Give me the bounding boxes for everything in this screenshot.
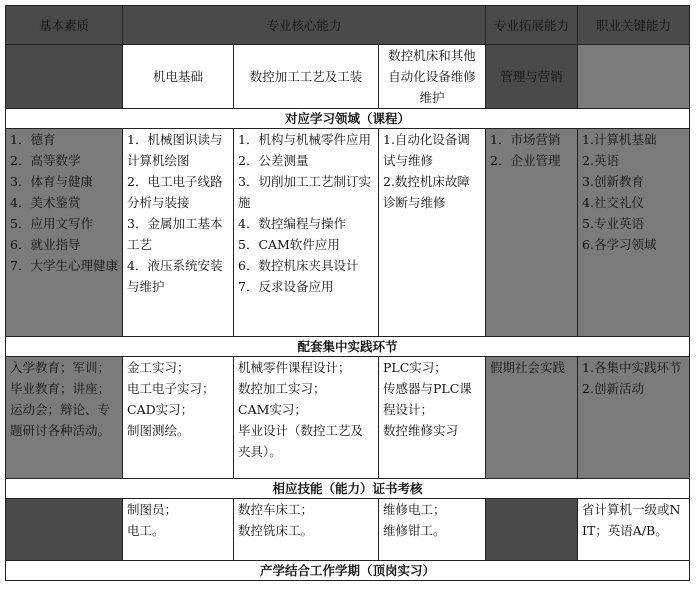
list-item: 电工电子实习； <box>127 381 215 396</box>
section-cert-row <box>6 479 690 499</box>
header-row <box>6 6 690 45</box>
list-item: 2．电工电子线路分析与装接 <box>127 174 223 210</box>
list-item: 维修钳工。 <box>383 523 446 538</box>
list-item: 金工实习； <box>127 360 190 375</box>
sub-header-row <box>6 45 690 109</box>
section-work-row <box>6 561 690 581</box>
practice-key <box>578 357 690 479</box>
list-item: 2.创新活动 <box>582 381 644 396</box>
cert-key-text: 省计算机一级或NIT；英语A/B。 <box>582 502 681 538</box>
sub-header-basic-empty <box>6 45 123 109</box>
list-item: PLC实习； <box>383 360 447 375</box>
list-item: 毕业设计（数控工艺及夹具）。 <box>238 423 364 459</box>
list-item: 数控维修实习 <box>383 423 459 438</box>
list-item: 6．就业指导 <box>10 237 81 252</box>
list-item: 4．数控编程与操作 <box>238 216 346 231</box>
courses-mech <box>123 129 234 337</box>
section-work-title: 产学结合工作学期（顶岗实习） <box>6 561 690 581</box>
list-item: 5．应用文写作 <box>10 216 93 231</box>
list-item: 3.创新教育 <box>582 174 644 189</box>
cert-mgmt-empty <box>486 499 578 561</box>
section-courses-title: 对应学习领域（课程） <box>6 109 690 129</box>
cert-maint <box>379 499 486 561</box>
list-item: 6.各学习领域 <box>582 237 657 252</box>
list-item: 5．CAM软件应用 <box>238 237 340 252</box>
courses-basic <box>6 129 123 337</box>
list-item: 1．机械图识读与计算机绘图 <box>127 132 223 168</box>
list-item: 数控车床工； <box>238 502 314 517</box>
list-item: 4．美术鉴赏 <box>10 195 81 210</box>
list-item: 1．德育 <box>10 132 56 147</box>
courses-maint <box>379 129 486 337</box>
list-item: 3．体育与健康 <box>10 174 93 189</box>
list-item: 4.社交礼仪 <box>582 195 644 210</box>
list-item: 1.计算机基础 <box>582 132 657 147</box>
section-practice-title: 配套集中实践环节 <box>6 337 690 357</box>
cert-mech <box>123 499 234 561</box>
list-item: 1.各集中实践环节 <box>582 360 682 375</box>
section-courses-row <box>6 109 690 129</box>
list-item: 4．液压系统安装与维护 <box>127 258 223 294</box>
curriculum-table <box>5 5 690 581</box>
practice-maint <box>379 357 486 479</box>
list-item: 数控加工实习； <box>238 381 326 396</box>
courses-cnc <box>234 129 379 337</box>
sub-header-maint: 数控机床和其他自动化设备维修维护 <box>379 45 486 109</box>
list-item: 6．数控机床夹具设计 <box>238 258 359 273</box>
practice-basic-text: 入学教育；军训；毕业教育；讲座；运动会；辩论、专题研讨各种活动。 <box>10 360 111 438</box>
sub-header-mech: 机电基础 <box>123 45 234 109</box>
list-item: 5.专业英语 <box>582 216 644 231</box>
list-item: 传感器与PLC课程设计； <box>383 381 472 417</box>
list-item: 数控铣床工。 <box>238 523 314 538</box>
cert-cnc <box>234 499 379 561</box>
list-item: 2.数控机床故障诊断与维修 <box>383 174 470 210</box>
section-cert-title: 相应技能（能力）证书考核 <box>6 479 690 499</box>
cert-key <box>578 499 690 561</box>
sub-header-mgmt: 管理与营销 <box>486 45 578 109</box>
header-expand: 专业拓展能力 <box>486 6 578 45</box>
list-item: 电工。 <box>127 523 165 538</box>
practice-mech <box>123 357 234 479</box>
courses-key <box>578 129 690 337</box>
practice-row <box>6 357 690 479</box>
header-key: 职业关键能力 <box>578 6 690 45</box>
practice-mgmt <box>486 357 578 479</box>
cert-row <box>6 499 690 561</box>
list-item: 2．企业管理 <box>490 153 561 168</box>
list-item: 3．金属加工基本工艺 <box>127 216 223 252</box>
list-item: 制图员； <box>127 502 178 517</box>
list-item: 2.英语 <box>582 153 619 168</box>
cert-basic-empty <box>6 499 123 561</box>
sub-header-key-empty <box>578 45 690 109</box>
list-item: 1.自动化设备调试与维修 <box>383 132 470 168</box>
courses-mgmt <box>486 129 578 337</box>
list-item: 1．市场营销 <box>490 132 561 147</box>
list-item: CAD实习； <box>127 402 194 417</box>
list-item: CAM实习； <box>238 402 307 417</box>
list-item: 2．高等数学 <box>10 153 81 168</box>
list-item: 维修电工； <box>383 502 446 517</box>
practice-cnc <box>234 357 379 479</box>
header-core: 专业核心能力 <box>123 6 486 45</box>
list-item: 机械零件课程设计； <box>238 360 351 375</box>
header-basic: 基本素质 <box>6 6 123 45</box>
section-practice-row <box>6 337 690 357</box>
list-item: 7．反求设备应用 <box>238 279 334 294</box>
list-item: 1．机构与机械零件应用 <box>238 132 371 147</box>
list-item: 2．公差测量 <box>238 153 309 168</box>
list-item: 3．切削加工工艺制订实施 <box>238 174 371 210</box>
list-item: 制图测绘。 <box>127 423 190 438</box>
courses-row <box>6 129 690 337</box>
list-item: 7．大学生心理健康 <box>10 258 118 273</box>
practice-basic <box>6 357 123 479</box>
practice-mgmt-text: 假期社会实践 <box>490 360 566 375</box>
sub-header-cnc: 数控加工工艺及工装 <box>234 45 379 109</box>
